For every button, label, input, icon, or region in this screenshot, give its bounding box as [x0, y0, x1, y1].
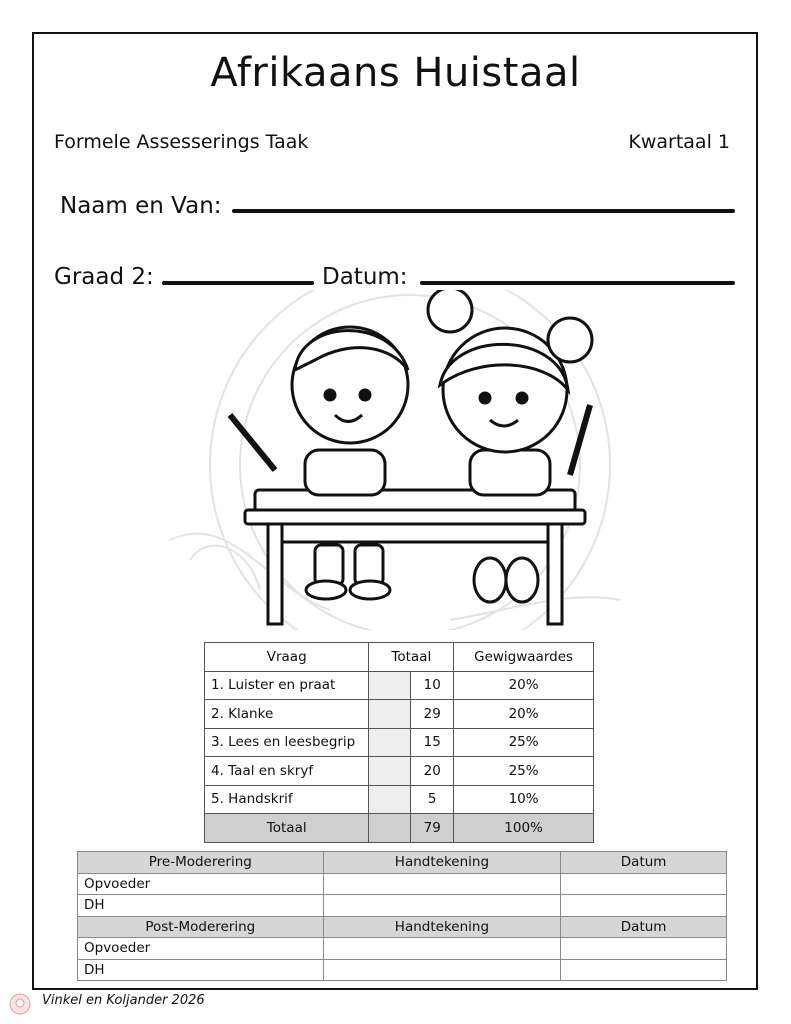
- weight-cell: 25%: [454, 728, 594, 757]
- weight-cell: 20%: [454, 700, 594, 729]
- table-row: [205, 671, 594, 700]
- assessment-score-table: [204, 642, 594, 843]
- spacer-cell: [369, 671, 411, 700]
- footer-credit: Vinkel en Koljander 2026: [42, 993, 205, 1008]
- signature-cell[interactable]: [323, 959, 561, 981]
- table-header-row: [205, 643, 594, 672]
- date-heading: Datum: [561, 916, 727, 938]
- table-row: [78, 873, 727, 895]
- table-row: [78, 938, 727, 960]
- spacer-cell: [369, 700, 411, 729]
- signature-heading: Handtekening: [323, 852, 561, 874]
- table-row: [78, 959, 727, 981]
- role-label: Opvoeder: [78, 873, 324, 895]
- total-cell: 29: [411, 700, 454, 729]
- name-label: Naam en Van:: [60, 193, 222, 219]
- column-header-totaal: Totaal: [369, 643, 454, 672]
- brand-logo-icon: [8, 992, 32, 1016]
- post-moderation-header-row: [78, 916, 727, 938]
- date-heading: Datum: [561, 852, 727, 874]
- boy-figure: [230, 327, 408, 599]
- date-cell[interactable]: [561, 873, 727, 895]
- pre-moderation-header-row: [78, 852, 727, 874]
- grade-input-line[interactable]: [162, 281, 314, 285]
- task-type: Formele Assesserings Taak: [54, 131, 309, 153]
- weight-cell: 10%: [454, 785, 594, 814]
- table-row: [205, 700, 594, 729]
- total-cell: 10: [411, 671, 454, 700]
- signature-cell[interactable]: [323, 938, 561, 960]
- weight-cell: 20%: [454, 671, 594, 700]
- question-cell: 5. Handskrif: [205, 785, 369, 814]
- two-children-at-desk-illustration: [150, 290, 640, 630]
- date-cell[interactable]: [561, 895, 727, 917]
- table-row: [205, 785, 594, 814]
- table-row: [78, 895, 727, 917]
- total-label: Totaal: [205, 814, 369, 843]
- role-label: DH: [78, 895, 324, 917]
- post-moderation-heading: Post-Moderering: [78, 916, 324, 938]
- question-cell: 3. Lees en leesbegrip: [205, 728, 369, 757]
- table-row: [205, 728, 594, 757]
- signature-cell[interactable]: [323, 895, 561, 917]
- spacer-cell: [369, 728, 411, 757]
- pre-moderation-heading: Pre-Moderering: [78, 852, 324, 874]
- spacer-cell: [369, 814, 411, 843]
- total-cell: 15: [411, 728, 454, 757]
- column-header-gewigwaardes: Gewigwaardes: [454, 643, 594, 672]
- question-cell: 1. Luister en praat: [205, 671, 369, 700]
- table-total-row: [205, 814, 594, 843]
- term-label: Kwartaal 1: [628, 131, 730, 153]
- name-input-line[interactable]: [232, 209, 735, 213]
- signature-cell[interactable]: [323, 873, 561, 895]
- role-label: Opvoeder: [78, 938, 324, 960]
- signature-heading: Handtekening: [323, 916, 561, 938]
- date-label: Datum:: [322, 264, 408, 290]
- date-cell[interactable]: [561, 959, 727, 981]
- total-weight-cell: 100%: [454, 814, 594, 843]
- grade-label: Graad 2:: [54, 264, 154, 290]
- date-input-line[interactable]: [420, 281, 735, 285]
- spacer-cell: [369, 757, 411, 786]
- moderation-table: [77, 851, 727, 981]
- girl-figure: [428, 290, 592, 602]
- table-row: [205, 757, 594, 786]
- total-sum-cell: 79: [411, 814, 454, 843]
- total-cell: 5: [411, 785, 454, 814]
- column-header-vraag: Vraag: [205, 643, 369, 672]
- date-cell[interactable]: [561, 938, 727, 960]
- spacer-cell: [369, 785, 411, 814]
- question-cell: 2. Klanke: [205, 700, 369, 729]
- role-label: DH: [78, 959, 324, 981]
- weight-cell: 25%: [454, 757, 594, 786]
- total-cell: 20: [411, 757, 454, 786]
- question-cell: 4. Taal en skryf: [205, 757, 369, 786]
- page-title: Afrikaans Huistaal: [210, 50, 581, 96]
